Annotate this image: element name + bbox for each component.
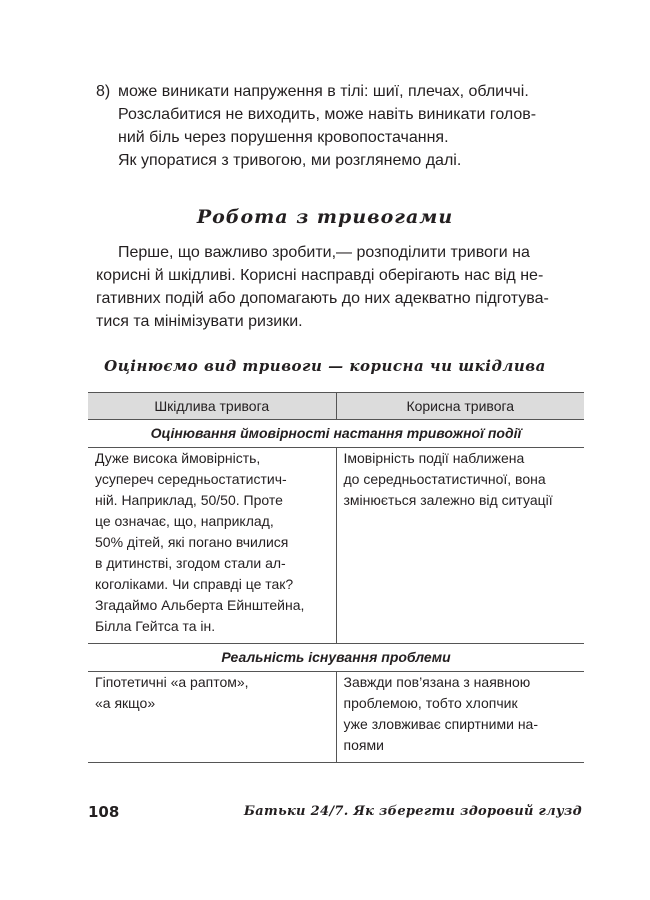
paragraph-line: тися та мінімізувати ризики.	[96, 313, 303, 330]
table-section-row	[88, 644, 584, 672]
list-item-number: 8)	[96, 83, 111, 100]
table-header-row	[88, 393, 584, 420]
section-heading: Робота з тривогами	[196, 206, 454, 228]
list-item-line: Розслабитися не виходить, може навіть виникати голов-	[118, 106, 537, 123]
cell-line: до середньостатистичної, вона	[343, 471, 546, 487]
useful-cell	[336, 672, 584, 763]
cell-line: Гіпотетичні «а раптом»,	[95, 674, 249, 690]
table-title: Оцінюємо вид тривоги — корисна чи шкідлива	[104, 357, 546, 375]
cell-line: усупереч середньостатистич-	[95, 471, 287, 487]
cell-line: в дитинстві, згодом стали ал-	[95, 555, 286, 571]
cell-line: коголіками. Чи справді це так?	[95, 576, 294, 592]
page-number: 108	[88, 803, 120, 821]
list-item-line: може виникати напруження в тілі: шиї, плечах, обличчі.	[118, 83, 529, 100]
table-section-heading: Реальність існування проблеми	[88, 644, 584, 672]
cell-line: Завжди пов’язана з наявною	[343, 674, 531, 690]
cell-line: уже зловживає спиртними на-	[343, 716, 538, 732]
column-header-harmful: Шкідлива тривога	[88, 393, 336, 420]
cell-line: це означає, що, наприклад,	[95, 513, 274, 529]
running-footer-title: Батьки 24/7. Як зберегти здоровий глузд	[243, 804, 582, 819]
table-row	[88, 448, 584, 644]
cell-line: поями	[343, 737, 384, 753]
table-row	[88, 672, 584, 763]
harmful-cell	[88, 448, 336, 644]
cell-line: змінюється залежно від ситуації	[343, 492, 553, 508]
useful-cell	[336, 448, 584, 644]
paragraph-line: Перше, що важливо зробити,— розподілити тривоги на	[118, 244, 530, 261]
paragraph-line: гативних подій або допомагають до них адекватно підготува-	[96, 290, 549, 307]
anxiety-comparison-table	[88, 392, 584, 763]
cell-line: Дуже висока ймовірність,	[95, 450, 261, 466]
list-item-line: Як упоратися з тривогою, ми розглянемо далі.	[118, 152, 462, 169]
paragraph-line: корисні й шкідливі. Корисні насправді оберігають нас від не-	[96, 267, 544, 284]
table-section-row	[88, 420, 584, 448]
cell-line: Імовірність події наближена	[343, 450, 525, 466]
harmful-cell	[88, 672, 336, 763]
column-header-useful: Корисна тривога	[336, 393, 584, 420]
list-item-line: ний біль через порушення кровопостачання.	[118, 129, 449, 146]
cell-line: «а якщо»	[95, 695, 156, 711]
cell-line: 50% дітей, які погано вчилися	[95, 534, 289, 550]
cell-line: Білла Гейтса та ін.	[95, 618, 216, 634]
cell-line: Згадаймо Альберта Ейнштейна,	[95, 597, 305, 613]
cell-line: ній. Наприклад, 50/50. Проте	[95, 492, 283, 508]
table-section-heading: Оцінювання ймовірності настання тривожної події	[88, 420, 584, 448]
cell-line: проблемою, тобто хлопчик	[343, 695, 518, 711]
